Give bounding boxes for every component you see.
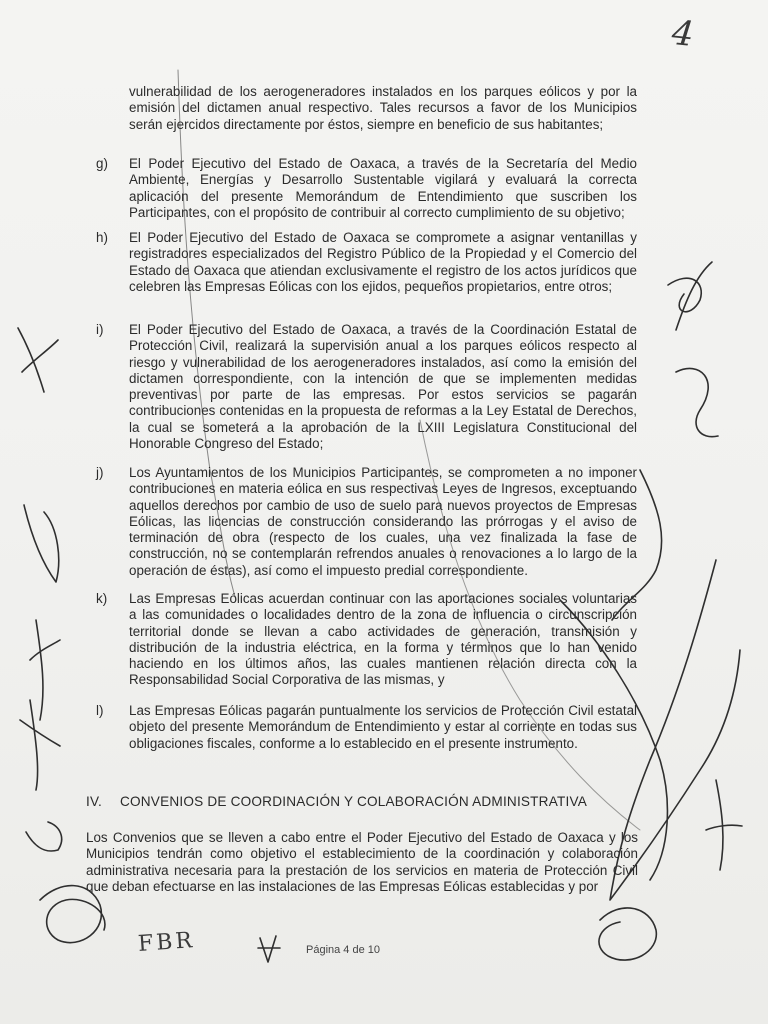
section-number: IV. <box>86 794 102 809</box>
list-item-text: Los Ayuntamientos de los Municipios Participantes, se comprometen a no imponer contribuciones en materia eólica en sus respectivas Leyes de Ingresos, exceptuando aquellos derechos por cambio de uso de suelo para nuevos proyectos de Empresas Eólicas, las licencias de construcción considerando las prórrogas y el aviso de terminación de obra (respecto de los cuales, una vez finalizada la fase de construcción, no se contemplarán refrendos anuales o renovaciones a lo largo de la operación de éstas), así como el impuesto predial correspondiente. <box>129 465 637 578</box>
page-footer: Página 4 de 10 <box>306 944 381 956</box>
list-item-label: l) <box>96 703 104 718</box>
list-item-label: h) <box>96 230 108 245</box>
continuation-paragraph: vulnerabilidad de los aerogeneradores instalados en los parques eólicos y por la emisión del dictamen anual respectivo. Tales recursos a favor de los Municipios serán ejercidos directamente por éstos, siempre en beneficio de sus habitantes; <box>129 84 637 132</box>
left-margin-scribble <box>30 620 60 720</box>
right-margin-signature <box>676 368 718 436</box>
section-heading <box>86 794 646 809</box>
list-item-text: El Poder Ejecutivo del Estado de Oaxaca, a través de la Coordinación Estatal de Protección Civil, realizará la supervisión anual a los parques eólicos respecto al riesgo y vulnerabilidad de los aerogeneradores instalados, así como la emisión del dictamen correspondiente, con la intención de que se implementen medidas preventivas por parte de las empresas. Por estos servicios se pagarán contribuciones contenidas en la propuesta de reformas a la Ley Estatal de Derechos, la cual se someterá a la aprobación de la LXIII Legislatura Constitucional del Honorable Congreso del Estado; <box>129 322 637 452</box>
handwritten-initials: FBR <box>137 928 196 957</box>
footer-initial-mark <box>258 936 280 962</box>
handwritten-page-number: 4 <box>669 12 696 56</box>
section-paragraph: Los Convenios que se lleven a cabo entre el Poder Ejecutivo del Estado de Oaxaca y los Municipios tendrán como objetivo el establecimiento de la coordinación y colaboración administrativa necesaria para la prestación de los servicios en materia de Protección Civil que deban efectuarse en las instalaciones de las Empresas Eólicas establecidas y por <box>86 830 638 894</box>
bottom-right-signature <box>599 908 656 960</box>
list-item-label: i) <box>96 322 104 337</box>
list-item-label: g) <box>96 156 108 171</box>
left-margin-scribble <box>24 505 59 582</box>
list-item-label: k) <box>96 591 108 606</box>
left-margin-scribble <box>26 822 62 851</box>
list-item-text: Las Empresas Eólicas pagarán puntualmente los servicios de Protección Civil estatal objeto del presente Memorándum de Entendimiento y estar al corriente en todas sus obligaciones fiscales, conforme a lo establecido en el presente instrumento. <box>129 703 637 751</box>
list-item-text: El Poder Ejecutivo del Estado de Oaxaca se compromete a asignar ventanillas y registradores especializados del Registro Público de la Propiedad y el Comercio del Estado de Oaxaca que atiendan exclusivamente el registro de los actos jurídicos que celebren las Empresas Eólicas con los ejidos, pequeños propietarios, entre otros; <box>129 230 637 294</box>
right-margin-mark <box>706 780 742 870</box>
right-margin-signature <box>668 262 712 330</box>
left-margin-scribble <box>20 700 60 790</box>
section-title: CONVENIOS DE COORDINACIÓN Y COLABORACIÓN ADMINISTRATIVA <box>120 794 587 809</box>
list-item-text: El Poder Ejecutivo del Estado de Oaxaca, a través de la Secretaría del Medio Ambiente, Energías y Desarrollo Sustentable vigilará y evaluará la correcta aplicación del presente Memorándum de Entendimiento que suscriben los Participantes, con el propósito de contribuir al correcto cumplimiento de su objetivo; <box>129 156 637 220</box>
left-margin-mark <box>18 328 58 392</box>
list-item-text: Las Empresas Eólicas acuerdan continuar con las aportaciones sociales voluntarias a las comunidades o localidades dentro de la zona de influencia o circunscripción territorial donde se llevan a cabo actividades de generación, transmisión y distribución de la industria eléctrica, en la forma y términos que lo han venido haciendo en los últimos años, las cuales mantienen relación directa con la Responsabilidad Social Corporativa de las mismas, y <box>129 591 637 688</box>
list-item-label: j) <box>96 465 104 480</box>
